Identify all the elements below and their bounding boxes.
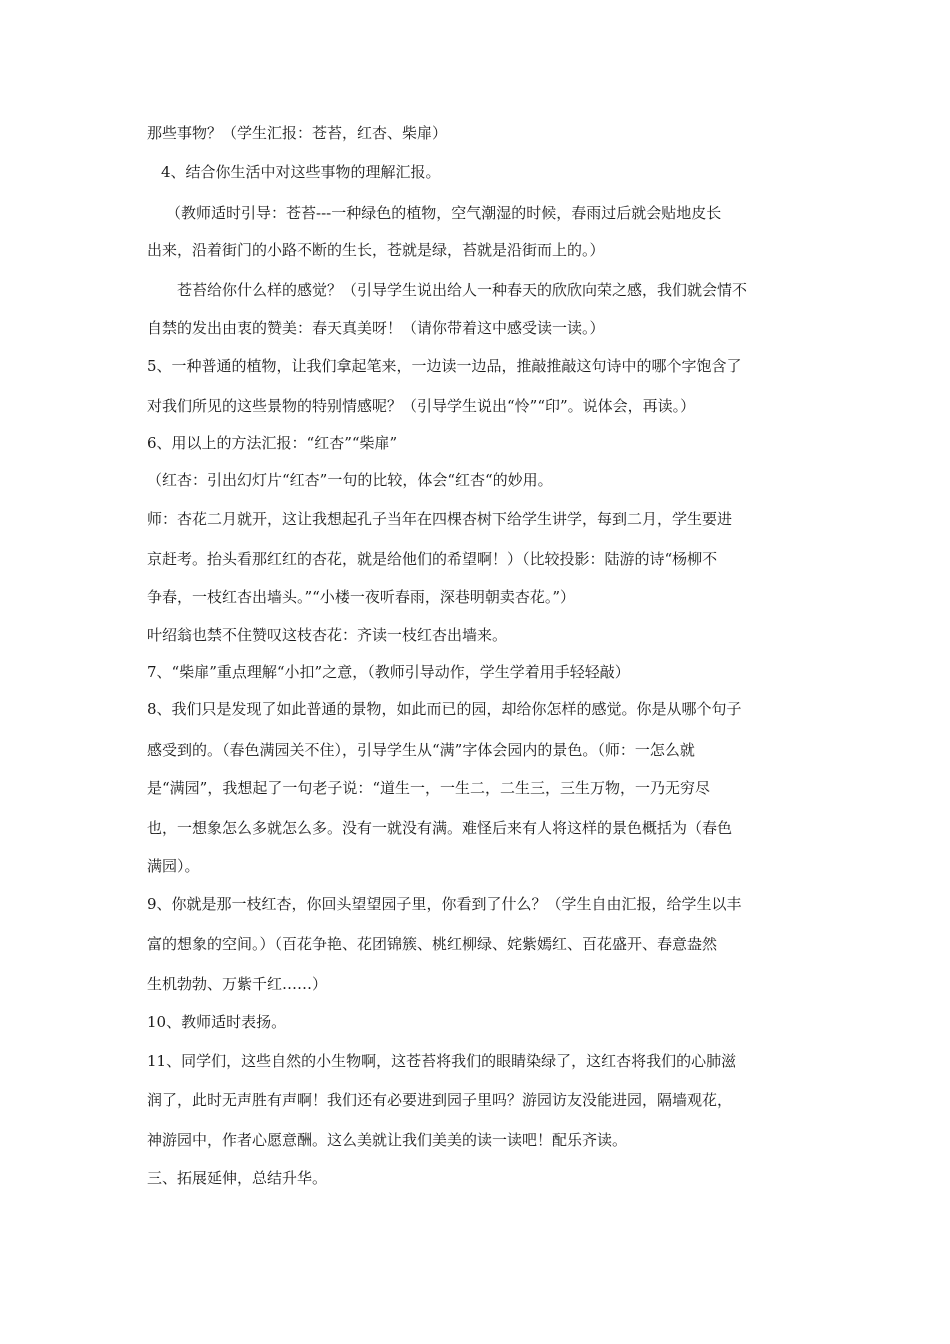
text-line: 5、一种普通的植物，让我们拿起笔来，一边读一边品，推敲推敲这句诗中的哪个字饱含了 — [147, 357, 742, 375]
text-line: 对我们所见的这些景物的特别情感呢？（引导学生说出“怜”“印”。说体会，再读。） — [147, 397, 696, 415]
text-line: 那些事物？（学生汇报：苍苔，红杏、柴扉） — [147, 124, 448, 142]
text-line: 6、用以上的方法汇报：“红杏”“柴扉” — [147, 434, 398, 452]
text-line: 叶绍翁也禁不住赞叹这枝杏花：齐读一枝红杏出墙来。 — [147, 626, 508, 644]
text-line: 师：杏花二月就开，这让我想起孔子当年在四棵杏树下给学生讲学，每到二月，学生要进 — [147, 510, 733, 528]
text-line: 自禁的发出由衷的赞美：春天真美呀！（请你带着这中感受读一读。） — [147, 319, 605, 337]
text-line: 三、拓展延伸，总结升华。 — [147, 1169, 328, 1187]
text-line: 感受到的。（春色满园关不住），引导学生从“满”字体会园内的景色。（师：一怎么就 — [147, 741, 695, 759]
text-line: 满园）。 — [147, 857, 200, 875]
text-line: 7、“柴扉”重点理解“小扣”之意，（教师引导动作，学生学着用手轻轻敲） — [147, 663, 630, 681]
text-line: 4、结合你生活中对这些事物的理解汇报。 — [161, 163, 441, 181]
text-line: 也，一想象怎么多就怎么多。没有一就没有满。难怪后来有人将这样的景色概括为（春色 — [147, 819, 733, 837]
text-line: 出来，沿着街门的小路不断的生长，苍就是绿，苔就是沿街而上的。） — [147, 241, 605, 259]
text-line: 富的想象的空间。）（百花争艳、花团锦簇、桃红柳绿、姹紫嫣红、百花盛开、春意盎然 — [147, 935, 718, 953]
text-line: 是“满园”，我想起了一句老子说：“道生一，一生二，二生三，三生万物，一乃无穷尽 — [147, 779, 711, 797]
text-line: 11、同学们，这些自然的小生物啊，这苍苔将我们的眼睛染绿了，这红杏将我们的心肺滋 — [147, 1052, 737, 1070]
text-line: 争春，一枝红杏出墙头。”“小楼一夜听春雨，深巷明朝卖杏花。”） — [147, 588, 576, 606]
text-line: 润了，此时无声胜有声啊！我们还有必要进到园子里吗？游园访友没能进园，隔墙观花， — [147, 1091, 733, 1109]
text-line: 京赶考。抬头看那红红的杏花，就是给他们的希望啊！）（比较投影：陆游的诗“杨柳不 — [147, 550, 718, 568]
text-line: （红杏：引出幻灯片“红杏”一句的比较，体会“红杏“的妙用。 — [147, 471, 553, 489]
text-line: 8、我们只是发现了如此普通的景物，如此而已的园，却给你怎样的感觉。你是从哪个句子 — [147, 700, 742, 718]
text-line: 神游园中，作者心愿意酬。这么美就让我们美美的读一读吧！配乐齐读。 — [147, 1131, 628, 1149]
text-line: 苍苔给你什么样的感觉？（引导学生说出给人一种春天的欣欣向荣之感，我们就会情不 — [177, 281, 748, 299]
text-line: （教师适时引导：苍苔---一种绿色的植物，空气潮湿的时候，春雨过后就会贴地皮长 — [166, 204, 722, 222]
text-line: 10、教师适时表扬。 — [147, 1013, 287, 1031]
text-line: 生机勃勃、万紫千红……） — [147, 975, 328, 993]
text-line: 9、你就是那一枝红杏，你回头望望园子里，你看到了什么？（学生自由汇报，给学生以丰 — [147, 895, 742, 913]
